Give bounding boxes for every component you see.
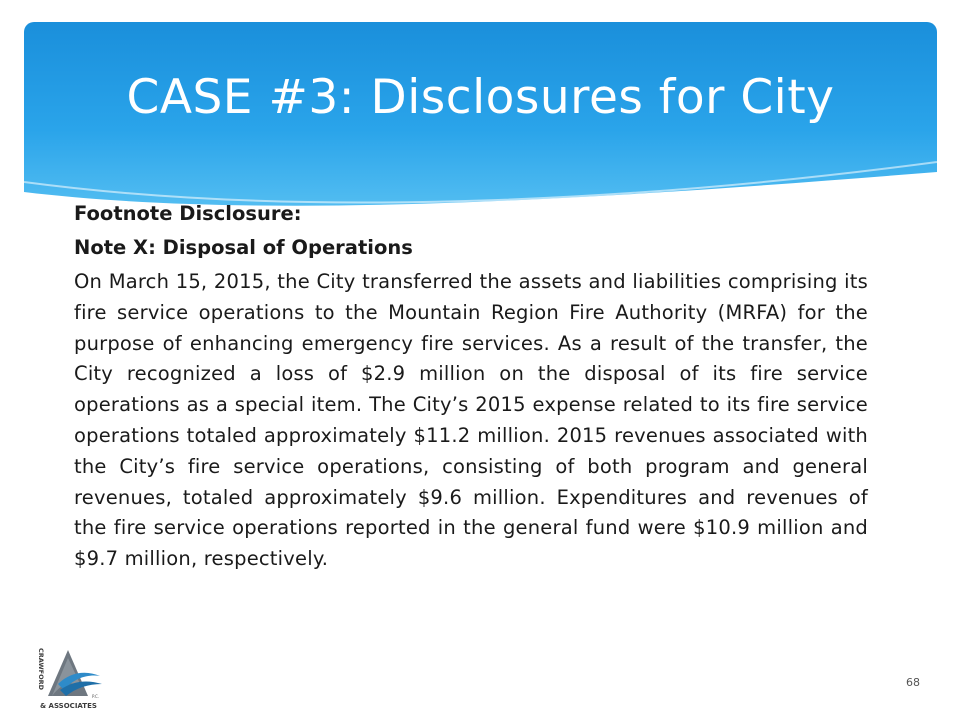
note-heading: Note X: Disposal of Operations	[74, 236, 413, 259]
footnote-heading: Footnote Disclosure:	[74, 202, 302, 225]
logo-vertical-text: CRAWFORD	[37, 648, 45, 691]
page-number: 68	[906, 676, 920, 689]
crawford-associates-logo	[30, 644, 120, 712]
logo-bottom-text: & ASSOCIATES	[40, 702, 97, 710]
slide-body	[74, 197, 868, 575]
slide-title: CASE #3: Disclosures for City	[126, 70, 835, 125]
disclosure-paragraph: On March 15, 2015, the City transferred the assets and liabilities comprising its fire service operations to the Mountain Region Fire Authority (MRFA) for the purpose of enhancing emergency fire services. As a result of the transfer, the City recognized a loss of $2.9 million on the disposal of its fire service operations as a special item. The City’s 2015 expense related to its fire service operations totaled approximately $11.2 million. 2015 revenues associated with the City’s fire service operations, consisting of both program and general revenues, totaled approximately $9.6 million. Expenditures and revenues of the fire service operations reported in the general fund were $10.9 million and $9.7 million, respectively.	[74, 270, 868, 571]
logo-pc-text: P.C.	[92, 694, 100, 699]
